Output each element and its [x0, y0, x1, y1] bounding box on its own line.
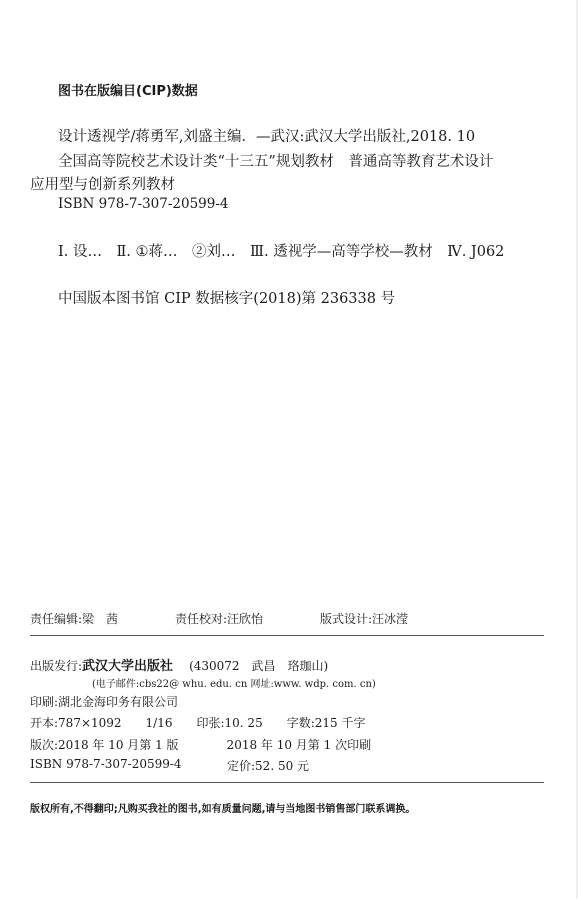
copyright-notice: 版权所有,不得翻印;凡购买我社的图书,如有质量问题,请与当地图书销售部门联系调换。 [30, 804, 416, 815]
responsible-editor: 责任编辑:梁 茜 [30, 612, 119, 626]
cip-record-number: 中国版本图书馆 CIP 数据核字(2018)第 236338 号 [58, 291, 396, 307]
cip-classification: Ⅰ. 设… Ⅱ. ①蒋… ②刘… Ⅲ. 透视学—高等学校—教材 Ⅳ. J062 [58, 244, 505, 260]
cip-series-continuation: 应用型与创新系列教材 [30, 177, 175, 193]
divider [30, 782, 544, 783]
cip-series-line: 全国高等院校艺术设计类“十三五”规划教材 普通高等教育艺术设计 [58, 154, 494, 170]
publisher-name: 武汉大学出版社 [82, 659, 174, 674]
cip-isbn: ISBN 978-7-307-20599-4 [58, 196, 229, 212]
publisher-label: 出版发行: [30, 659, 83, 673]
cip-bibliographic-line: 设计透视学/蒋勇军,刘盛主编．—武汉:武汉大学出版社,2018. 10 [58, 129, 476, 145]
publisher-contact: (电子邮件:cbs22@ whu. edu. cn 网址:www. wdp. com. cn) [92, 679, 376, 690]
printer: 印刷:湖北金海印务有限公司 [30, 695, 179, 709]
layout-designer: 版式设计:汪冰滢 [320, 612, 409, 626]
responsible-proofreader: 责任校对:汪欣怡 [175, 612, 264, 626]
divider [30, 635, 544, 636]
cip-heading: 图书在版编目(CIP)数据 [58, 84, 198, 99]
publisher-address: (430072 武昌 珞珈山) [189, 659, 329, 673]
publisher-isbn: ISBN 978-7-307-20599-4 [30, 757, 182, 771]
publisher-line [30, 655, 328, 674]
format-info: 开本:787×1092 1/16 印张:10. 25 字数:215 千字 [30, 716, 366, 730]
edition-info: 版次:2018 年 10 月第 1 版 2018 年 10 月第 1 次印刷 [30, 738, 372, 752]
price: 定价:52. 50 元 [227, 759, 310, 773]
